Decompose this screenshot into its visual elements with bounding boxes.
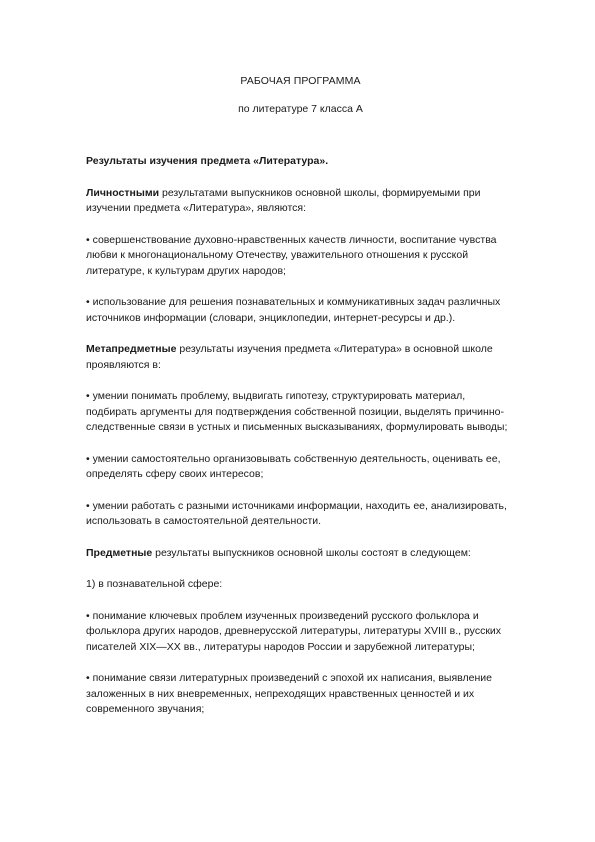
subject-item-2: • понимание связи литературных произведений с эпохой их написания, выявление заложенных в них вневременных, непреходящих нравственных ценностей и их современного звучания; xyxy=(86,672,492,715)
cognitive-sphere-heading: 1) в познавательной сфере: xyxy=(86,578,223,590)
document-title: РАБОЧАЯ ПРОГРАММА xyxy=(240,75,361,87)
meta-results-intro xyxy=(86,342,515,373)
subject-results-intro xyxy=(86,546,515,562)
subject-results-label: Предметные xyxy=(86,546,153,559)
personal-results-label: Личностными xyxy=(86,186,160,199)
meta-item-3: • умении работать с разными источниками информации, находить ее, анализировать, использовать в самостоятельной деятельности. xyxy=(86,499,507,527)
meta-results-label: Метапредметные xyxy=(86,343,177,355)
subject-item-1: • понимание ключевых проблем изученных произведений русского фольклора и фольклора других народов, древнерусской литературы, литературы XVIII в., русских писателей XIX—XX вв., литературы народов России и зарубежной литературы; xyxy=(86,609,502,653)
personal-item-1: • совершенствование духовно-нравственных качеств личности, воспитание чувства любви к многонациональному Отечеству, уважительного отношения к русской литературе, к культурам других народов; xyxy=(86,233,497,277)
meta-item-1: • умении понимать проблему, выдвигать гипотезу, структурировать материал, подбирать аргументы для подтверждения собственной позиции, выделять причинно-следственные связи в устных и письменных высказываниях, формулировать выводы; xyxy=(86,390,508,433)
personal-results-intro xyxy=(86,186,515,217)
section-heading: Результаты изучения предмета «Литература». xyxy=(86,155,329,167)
meta-item-2: • умении самостоятельно организовывать собственную деятельность, оценивать ее, определять сферу своих интересов; xyxy=(86,452,501,480)
meta-results-text: результаты изучения предмета «Литература» в основной школе проявляются в: xyxy=(86,343,493,371)
subject-results-text: результаты выпускников основной школы состоят в следующем: xyxy=(152,546,471,559)
personal-results-text: результатами выпускников основной школы, формируемыми при изучении предмета «Литература», являются: xyxy=(86,186,481,214)
personal-item-2: • использование для решения познавательных и коммуникативных задач различных источников информации (словари, энциклопедии, интернет-ресурсы и др.). xyxy=(86,296,501,324)
document-subtitle: по литературе 7 класса А xyxy=(238,103,363,115)
